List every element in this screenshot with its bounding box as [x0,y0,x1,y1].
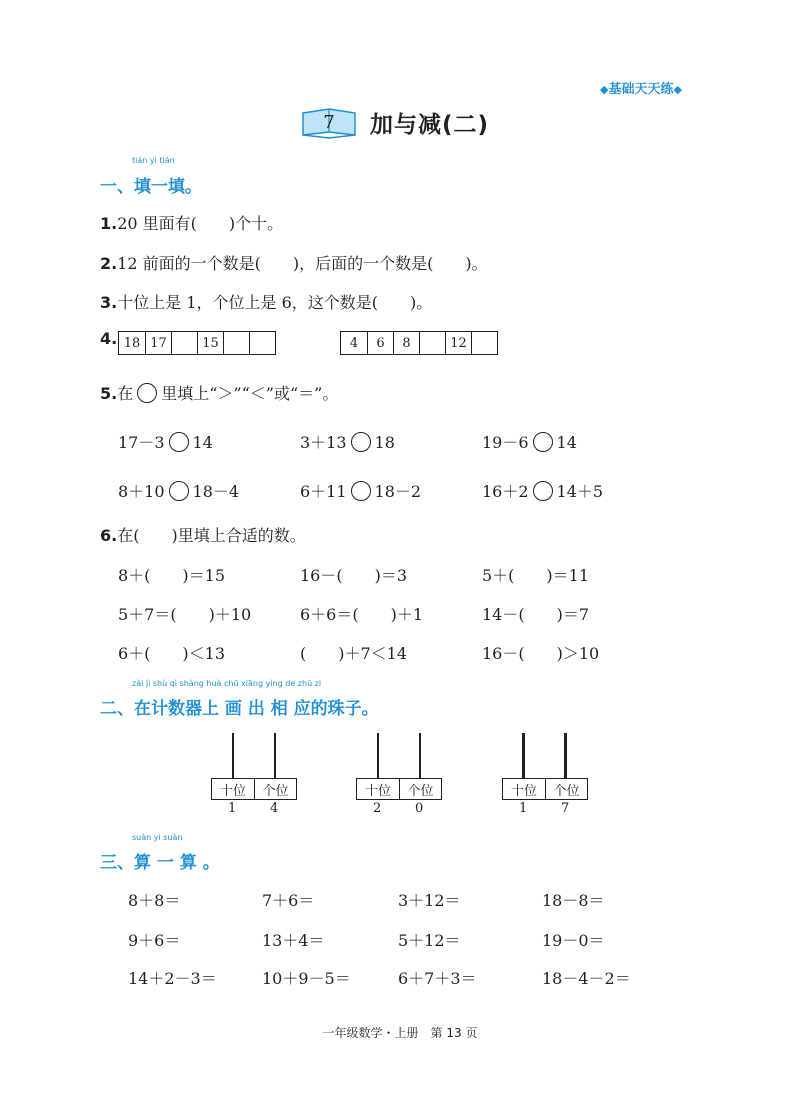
question-number: 2. [100,254,118,273]
compare-circle[interactable] [169,432,189,452]
question-text: 在 [117,384,134,403]
sequence-cell: 6 [367,332,393,354]
section3-title: 三、算 一 算 。 [100,853,220,873]
question-5 [100,381,338,404]
question-text: 十位上是 1，个位上是 6，这个数是( )。 [117,293,433,312]
sequence-cell: 18 [123,335,141,351]
ones-digit: 0 [415,801,424,816]
compare-circle[interactable] [533,481,553,501]
compare-circle[interactable] [351,481,371,501]
compare-item [482,479,603,502]
compare-left: 3＋13 [300,433,347,452]
compare-right: 14＋5 [556,482,604,501]
sequence-cell: 15 [197,332,223,354]
compare-left: 17－3 [118,433,165,452]
tens-label: 十位 [364,783,391,799]
question-2 [100,251,488,274]
fill-item[interactable]: 5＋7＝( )＋10 [118,605,252,624]
compare-item [300,430,395,453]
section3-pinyin: suàn yi suàn [132,833,183,842]
page-title: 加与减(二) [370,111,490,138]
fill-item[interactable]: 16－( )＞10 [482,644,600,663]
compare-circle[interactable] [533,432,553,452]
abacus-rod-ones [564,733,567,778]
compare-item [118,479,239,502]
calc-item[interactable]: 9＋6＝ [128,931,181,950]
question-text: 20 里面有( )个十。 [117,214,284,233]
abacus-labels [211,778,297,800]
question-number: 4. [100,329,118,348]
compare-item [118,430,213,453]
fill-item[interactable]: 6＋( )＜13 [118,644,226,663]
compare-circle[interactable] [169,481,189,501]
question-text: 在( )里填上合适的数。 [117,526,306,545]
ones-label: 个位 [545,779,587,799]
question-number: 5. [100,384,118,403]
abacus-rod-tens [377,733,379,778]
lesson-header [300,102,489,142]
tens-label: 十位 [510,783,537,799]
sequence-cell: 12 [445,332,471,354]
question-number: 1. [100,214,118,233]
question-6 [100,523,306,546]
section1-title: 一、填一填。 [100,177,202,197]
fill-item[interactable]: 16－( )＝3 [300,566,408,585]
section2-title: 二、在计数器上 画 出 相 应的珠子。 [100,699,379,719]
tens-digit: 1 [519,801,528,816]
fill-item[interactable]: ( )＋7＜14 [300,644,408,663]
fill-item[interactable]: 5＋( )＝11 [482,566,590,585]
tens-digit: 2 [373,801,382,816]
compare-item [300,479,421,502]
calc-item[interactable]: 10＋9－5＝ [262,969,351,988]
abacus[interactable] [502,733,632,833]
number-sequence-2 [340,331,498,355]
compare-right: 18 [374,433,395,452]
question-number: 3. [100,293,118,312]
compare-left: 16＋2 [482,482,529,501]
calc-item[interactable]: 19－0＝ [542,931,605,950]
question-3 [100,290,432,313]
diamond-icon: ◆ [600,83,609,96]
compare-right: 14 [556,433,577,452]
compare-left: 6＋11 [300,482,347,501]
ones-digit: 7 [561,801,570,816]
abacus-rod-tens [522,733,525,778]
sequence-cell: 17 [145,332,171,354]
calc-item[interactable]: 18－4－2＝ [542,969,631,988]
abacus[interactable] [211,733,341,833]
calc-item[interactable]: 3＋12＝ [398,891,461,910]
abacus-labels [502,778,588,800]
sequence-cell[interactable] [171,332,197,354]
sequence-cell[interactable] [419,332,445,354]
question-1 [100,211,283,234]
ones-digit: 4 [270,801,279,816]
tens-label: 十位 [219,783,246,799]
sequence-cell[interactable] [471,332,497,354]
sequence-cell[interactable] [223,332,249,354]
compare-left: 19－6 [482,433,529,452]
question-number: 6. [100,526,118,545]
compare-right: 14 [192,433,213,452]
calc-item[interactable]: 8＋8＝ [128,891,181,910]
book-icon [300,105,358,139]
calc-item[interactable]: 14＋2－3＝ [128,969,217,988]
badge-label: 基础天天练 [608,82,674,97]
compare-right: 18－2 [374,482,422,501]
fill-item[interactable]: 14－( )＝7 [482,605,590,624]
calc-item[interactable]: 13＋4＝ [262,931,325,950]
abacus-rod-ones [419,733,421,778]
ones-label: 个位 [399,779,441,799]
section2-pinyin: zài jì shù qì shàng huà chū xiāng yìng de zhū zi [132,679,322,688]
ones-label: 个位 [254,779,296,799]
lesson-number: 7 [323,112,335,133]
number-sequence-1 [118,331,276,355]
sequence-cell: 8 [393,332,419,354]
diamond-icon: ◆ [673,83,682,96]
abacus[interactable] [356,733,486,833]
calc-item[interactable]: 18－8＝ [542,891,605,910]
abacus-labels [356,778,442,800]
abacus-rod-tens [232,733,234,778]
compare-item [482,430,577,453]
question-text: 里填上“＞”“＜”或“＝”。 [161,384,339,403]
circle-icon [137,383,157,403]
question-text: 12 前面的一个数是( )，后面的一个数是( )。 [117,254,488,273]
fill-item[interactable]: 8＋( )＝15 [118,566,226,585]
sequence-cell: 4 [349,335,359,351]
section-badge [600,78,682,97]
tens-digit: 1 [228,801,237,816]
compare-right: 18－4 [192,482,240,501]
question-4-number [100,329,117,348]
section1-pinyin: tián yi tián [132,156,175,165]
abacus-rod-ones [274,733,276,778]
sequence-cell[interactable] [249,332,275,354]
calc-item[interactable]: 7＋6＝ [262,891,315,910]
fill-item[interactable]: 6＋6＝( )＋1 [300,605,424,624]
page-footer: 一年级数学・上册 第 13 页 [322,1026,478,1040]
compare-left: 8＋10 [118,482,165,501]
compare-circle[interactable] [351,432,371,452]
calc-item[interactable]: 6＋7＋3＝ [398,969,477,988]
calc-item[interactable]: 5＋12＝ [398,931,461,950]
